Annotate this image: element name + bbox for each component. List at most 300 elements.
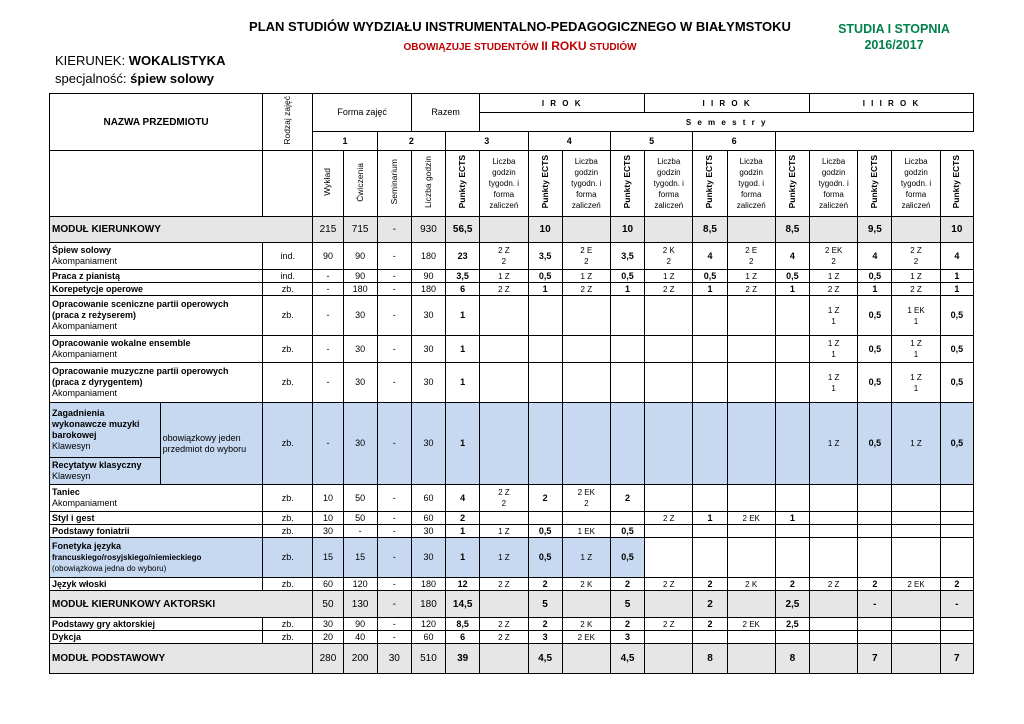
cell: zb. [263,363,313,403]
cell: 2 K [562,618,610,631]
sem4-hours-header: Liczba godzin tygod. i forma zaliczeń [727,151,775,217]
cell: 1 Z [892,403,940,485]
cell [892,363,940,403]
cell: zb. [263,631,313,644]
val: 2 K [662,246,675,255]
val: 2 [584,499,589,508]
cell: - [377,631,411,644]
cell: 120 [343,578,377,591]
cell: 50 [313,591,343,618]
cell: 130 [343,591,377,618]
table-row [50,296,974,336]
cell [480,644,528,674]
cell: 2 EK [892,578,940,591]
cell: 5 [610,591,644,618]
subject-name: Styl i gest [50,512,263,525]
cell [809,243,857,270]
cell: - [313,363,343,403]
cell [775,296,809,336]
sem6-ects-header [940,151,973,217]
val: 2 Z [498,488,510,497]
cell: 8 [775,644,809,674]
val: 1 [913,350,919,359]
cell [562,217,610,243]
val: 1 Z [827,305,840,315]
cell: 1 Z [562,538,610,578]
header-name-cont [50,151,263,217]
table-row [50,283,974,296]
cell: 180 [411,591,445,618]
cell: 40 [343,631,377,644]
val: 2 EK [577,488,595,497]
cell: 10 [610,217,644,243]
pects-label: Punkty ECTS [704,155,715,209]
cell: zb. [263,403,313,485]
cell: - [313,270,343,283]
subtitle-year: II ROKU [541,39,587,53]
cell [645,591,693,618]
cell: 715 [343,217,377,243]
cell [610,512,644,525]
cell [562,512,610,525]
table-row [50,217,974,243]
cell: 60 [411,512,445,525]
cell: 30 [411,336,445,363]
val: 1 [913,383,919,393]
val: 2 [501,499,507,508]
studies-level [838,21,950,53]
sem4-ects-header [775,151,809,217]
val: 1 EK [907,305,925,315]
cell [775,403,809,485]
cell [480,512,528,525]
val: 2 [831,257,836,266]
cell [645,485,693,512]
cell [727,538,775,578]
cell [645,363,693,403]
cell: 0,5 [858,363,892,403]
academic-year: 2016/2017 [864,38,924,52]
cell: 3,5 [610,243,644,270]
table-row [50,363,974,403]
cell: - [858,591,892,618]
cell [480,336,528,363]
cell [892,243,940,270]
subject-sub: Akompaniament [52,349,118,359]
cell [610,336,644,363]
cell: 1 Z [480,525,528,538]
module-name: MODUŁ KIERUNKOWY [50,217,313,243]
sem-3: 3 [446,132,528,151]
subject-name [50,363,263,403]
cell: - [377,485,411,512]
subject-name [50,243,263,270]
cell: 0,5 [610,525,644,538]
cell: 0,5 [940,403,973,485]
cell [528,296,562,336]
sem5-hours-header: Liczba godzin tygodn. i forma zaliczeń [809,151,857,217]
subject-title: Opracowanie wokalne ensemble [52,338,191,348]
cell [528,403,562,485]
cell [480,296,528,336]
cell: - [313,296,343,336]
cell: - [313,283,343,296]
cell: 6 [446,283,480,296]
header-rok-2: I I R O K [645,94,810,113]
cell [562,591,610,618]
cell [610,296,644,336]
cell: 1 [446,403,480,485]
cell [940,538,973,578]
cell: 215 [313,217,343,243]
cell: 15 [343,538,377,578]
study-plan-table [49,93,974,674]
cell [809,217,857,243]
cell: 10 [313,512,343,525]
sem5-ects-header [858,151,892,217]
cell: zb. [263,283,313,296]
table-row [50,525,974,538]
table-row [50,631,974,644]
cell: zb. [263,525,313,538]
cell [892,644,940,674]
cell: 8,5 [446,618,480,631]
cell [693,485,727,512]
cell: 23 [446,243,480,270]
cell: - [377,538,411,578]
cell: 3,5 [528,243,562,270]
cell [562,485,610,512]
cell: 2 Z [480,618,528,631]
cell [858,525,892,538]
module-name: MODUŁ KIERUNKOWY AKTORSKI [50,591,313,618]
cell [645,336,693,363]
cell [645,538,693,578]
cell: 1 Z [480,538,528,578]
cell: 1 [446,525,480,538]
cell: 1 [446,538,480,578]
subject-title: Fonetyka języka [52,541,122,551]
header-seminarium [377,151,411,217]
cell [940,631,973,644]
cell: 90 [343,270,377,283]
cell: 30 [377,644,411,674]
cell: 2 EK [727,618,775,631]
subject-title: Recytatyw klasyczny [52,460,142,470]
cell [858,512,892,525]
val: 2 Z [498,246,510,255]
table-row [50,270,974,283]
cell [727,591,775,618]
cell [809,485,857,512]
header-semestry: S e m e s t r y [480,113,974,132]
val: 1 [831,316,836,326]
subject-name: Praca z pianistą [50,270,263,283]
table-row [50,485,974,512]
cwiczenia-label: Ćwiczenia [354,162,365,202]
table-row [50,403,974,458]
table-row [50,578,974,591]
cell [892,525,940,538]
table-row [50,538,974,578]
cell: 1 Z [480,270,528,283]
spec-value: śpiew solowy [130,71,214,86]
cell: 1 [775,512,809,525]
cell: 2 Z [809,578,857,591]
cell: 2 [610,618,644,631]
cell: 2 Z [645,283,693,296]
cell: 8,5 [693,217,727,243]
cell: ind. [263,243,313,270]
cell [809,618,857,631]
val: 2 [666,257,671,266]
cell [480,591,528,618]
subject-sub: Klawesyn [52,441,91,451]
cell: - [377,618,411,631]
val: 1 Z [910,339,922,348]
cell: zb. [263,296,313,336]
val: 2 [501,257,507,266]
subject-name [50,296,263,336]
sem-5: 5 [610,132,692,151]
cell: 2 [528,485,562,512]
cell: 2 EK [727,512,775,525]
cell [480,363,528,403]
cell: 2 [610,485,644,512]
cell: 1 Z [562,270,610,283]
cell [892,217,940,243]
sem-6: 6 [693,132,775,151]
sem-4: 4 [528,132,610,151]
cell [693,403,727,485]
cell: 1 [775,283,809,296]
cell: 30 [343,403,377,485]
header-rodzaj [263,94,313,151]
cell [645,525,693,538]
cell [940,512,973,525]
cell [727,217,775,243]
sem1-hours-header: Liczba godzin tygodn. i forma zaliczeń [480,151,528,217]
sem-2: 2 [377,132,445,151]
cell: 2 EK [562,631,610,644]
cell: 1 [858,283,892,296]
cell: 4,5 [610,644,644,674]
cell: zb. [263,512,313,525]
sem-1: 1 [313,132,377,151]
val: 2 E [580,246,593,255]
cell: 2 Z [645,578,693,591]
cell [775,631,809,644]
cell [562,644,610,674]
cell [892,618,940,631]
cell: 2 [693,591,727,618]
table-row [50,512,974,525]
cell [645,296,693,336]
cell: 4,5 [528,644,562,674]
subject-title: barokowej [52,430,97,440]
header-liczba [411,151,445,217]
module-name: MODUŁ PODSTAWOWY [50,644,313,674]
cell: 56,5 [446,217,480,243]
cell: 2 Z [480,578,528,591]
cell [809,525,857,538]
cell: - [377,283,411,296]
val: 2 [584,257,589,266]
cell [645,217,693,243]
cell [645,243,693,270]
pects-label: Punkty ECTS [869,155,880,209]
cell: 20 [313,631,343,644]
cell: 2 Z [480,283,528,296]
pects-label: Punkty ECTS [539,155,550,209]
cell: 180 [411,578,445,591]
level-label: STUDIA I STOPNIA [838,22,950,36]
cell [892,538,940,578]
subject-name: Podstawy gry aktorskiej [50,618,263,631]
cell: 7 [858,644,892,674]
cell [693,525,727,538]
cell: 200 [343,644,377,674]
subject-sub: Klawesyn [52,471,91,481]
kierunek-value: WOKALISTYKA [128,53,226,68]
header-razem: Razem [411,94,479,132]
subject-name: Podstawy foniatrii [50,525,263,538]
val: 2 Z [910,246,922,255]
pects-label: Punkty ECTS [951,155,962,209]
cell: 30 [343,296,377,336]
cell: - [377,363,411,403]
cell [809,644,857,674]
sem6-hours-header: Liczba godzin tygodn. i forma zaliczeń [892,151,940,217]
cell: 30 [343,363,377,403]
cell [693,631,727,644]
cell: 12 [446,578,480,591]
cell [892,631,940,644]
cell [610,403,644,485]
spec-label: specjalność: [55,71,131,86]
cell: 39 [446,644,480,674]
cell: 2 [528,618,562,631]
subject-sub: Akompaniament [52,321,118,331]
cell [562,363,610,403]
cell: 1 [528,283,562,296]
cell [809,363,857,403]
header-cwiczenia [343,151,377,217]
cell [528,336,562,363]
cell: 30 [411,296,445,336]
subject-title: Śpiew solowy [52,245,112,255]
cell: - [313,403,343,485]
cell: 1 [446,363,480,403]
cell: 1 Z [892,270,940,283]
sem3-hours-header: Liczba godzin tygodn. i forma zaliczeń [645,151,693,217]
val: 1 Z [827,339,840,348]
cell: 0,5 [610,538,644,578]
subject-note: obowiązkowy jeden przedmiot do wyboru [160,403,263,485]
cell [610,363,644,403]
val: 2 E [745,246,758,255]
cell: 2 Z [809,283,857,296]
subject-title: wykonawcze muzyki [52,419,140,429]
cell: - [377,243,411,270]
table-row [50,618,974,631]
cell [727,525,775,538]
subject-sub: (obowiązkowa jedna do wyboru) [52,564,167,573]
cell [892,591,940,618]
cell: 1 Z [727,270,775,283]
cell [727,485,775,512]
sem1-ects-header [528,151,562,217]
cell [809,591,857,618]
cell [892,336,940,363]
specjalnosc [55,71,214,86]
kierunek [55,53,225,68]
cell [693,363,727,403]
cell: 0,5 [940,336,973,363]
cell: 1 [610,283,644,296]
cell: 2 K [727,578,775,591]
cell [809,512,857,525]
cell: 60 [313,578,343,591]
subject-name [50,485,263,512]
cell: 50 [343,512,377,525]
cell: 2 [775,578,809,591]
subject-name [50,336,263,363]
cell [562,403,610,485]
cell: - [377,525,411,538]
table-row [50,644,974,674]
cell: 2 [940,578,973,591]
cell: 0,5 [858,296,892,336]
val: 1 [831,383,836,393]
cell: - [377,512,411,525]
val: 1 [913,316,919,326]
cell: 1 [940,270,973,283]
cell: 60 [411,631,445,644]
cell: 0,5 [693,270,727,283]
header-name: NAZWA PRZEDMIOTU [50,94,263,151]
cell [727,631,775,644]
subject-sub: Akompaniament [52,388,118,398]
cell: 1 [446,296,480,336]
cell: 2 Z [645,618,693,631]
cell: 0,5 [858,270,892,283]
cell [775,485,809,512]
cell: 1 [693,512,727,525]
header-rok-1: I R O K [480,94,645,113]
cell: ind. [263,270,313,283]
subject-name: Język włoski [50,578,263,591]
cell: - [940,591,973,618]
wyklad-label: Wykład [322,168,333,196]
cell [892,296,940,336]
cell: - [377,336,411,363]
cell: zb. [263,578,313,591]
sem2-ects-header [610,151,644,217]
cell: 10 [528,217,562,243]
subject-name: Korepetycje operowe [50,283,263,296]
cell: 30 [343,336,377,363]
cell: 930 [411,217,445,243]
subject-title: Taniec [52,487,80,497]
cell: 9,5 [858,217,892,243]
cell: 0,5 [775,270,809,283]
cell: 10 [313,485,343,512]
header-forma: Forma zajęć [313,94,412,132]
cell [892,512,940,525]
cell: 180 [411,243,445,270]
cell: 15 [313,538,343,578]
